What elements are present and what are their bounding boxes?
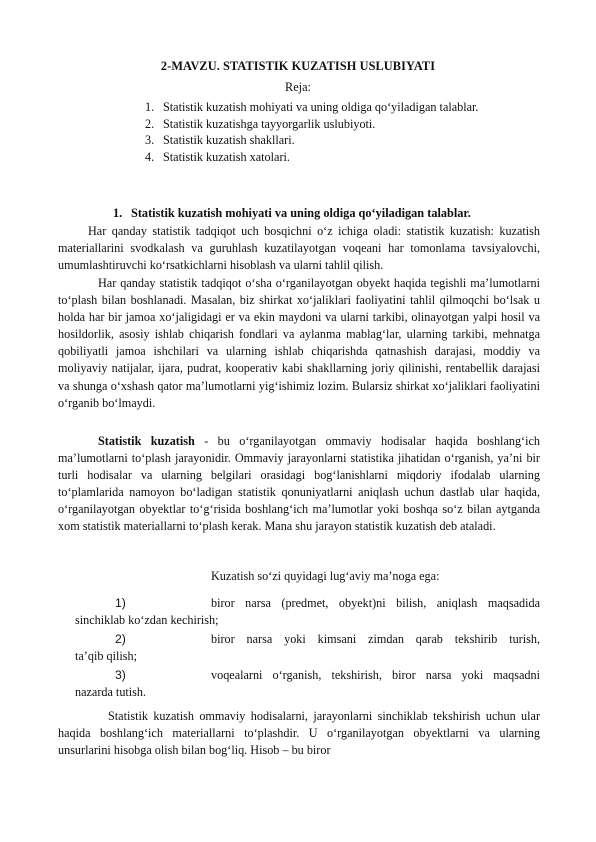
plan-item-number: 2. (145, 116, 155, 131)
plan-item-text: Statistik kuzatish xatolari. (163, 149, 290, 164)
plan-item (145, 149, 478, 166)
plan-item-number: 3. (145, 133, 155, 147)
section-title: Statistik kuzatish mohiyati va uning oldiga qo‘yiladigan talablar. (131, 206, 471, 220)
section-heading (113, 206, 471, 221)
paragraph-1: Har qanday statistik tadqiqot uch bosqichni o‘z ichiga oladi: statistik kuzatish: kuzatish materiallarini svodkalash va guruhlash kuzatilayotgan voqeani har tomonlama tavsiyalovchi, umumlashtiruvchi ko‘rsatkichlarni hisoblash va ularni tahlil qilish. (58, 224, 540, 273)
meaning-line-2: ta’qib qilish; (75, 649, 137, 664)
plan-item (145, 99, 478, 116)
paragraph-3-text: - bu o‘rganilayotgan ommaviy hodisalar haqida boshlang‘ich ma’lumotlarni to‘plash jarayonidir. Ommaviy jarayonlarni statistika jihatidan o‘rganish, ya’ni bir turli hodisalar va ularning belgilari orasidagi bog‘lanishlarni miqdoriy ifodalab ularning to‘plamlarida namoyon bo‘ladigan statistik qonuniyatlarni aniqlash uchun dastlab ular haqida, o‘rganilayotgan obyektlar to‘g‘risida boshlang‘ich ma’lumotlar yoki boshqa so‘z bilan aytganda xom statistik materiallarni to‘plash kerak. Mana shu jarayon statistik kuzatish deb ataladi. (58, 434, 540, 534)
meaning-number: 2) (115, 632, 126, 646)
meaning-number: 3) (115, 668, 126, 682)
meaning-item (75, 595, 540, 629)
paragraph-4: Statistik kuzatish ommaviy hodisalarni, jarayonlarni sinchiklab tekshirish uchun ular haqida boshlang‘ich materiallarni to‘plashdir. U o‘rganilayotgan obyektlarni va ularning unsurlarini hisobga olish bilan bog‘liq. Hisob – bu biror (58, 709, 540, 758)
page-title: 2-MAVZU. STATISTIK KUZATISH USLUBIYATI (160, 59, 436, 73)
plan-label: Reja: (285, 80, 311, 94)
plan-item (145, 132, 478, 149)
plan-item-number: 1. (145, 100, 155, 114)
meaning-line-1: biror narsa (predmet, obyekt)ni bilish, aniqlash maqsadida (211, 596, 540, 610)
section-number: 1. (113, 206, 123, 220)
meaning-line-1: biror narsa yoki kimsani zimdan qarab tekshirib turish, (211, 632, 540, 646)
term-bold: Statistik kuzatish (98, 434, 195, 448)
meaning-item (75, 667, 540, 701)
meaning-line-2: nazarda tutish. (75, 685, 147, 700)
meaning-number: 1) (115, 596, 126, 610)
paragraph-3 (58, 433, 540, 536)
plan-item (145, 116, 478, 133)
meaning-intro: Kuzatish so‘zi quyidagi lug‘aviy ma’noga ega: (211, 569, 440, 583)
meaning-line-1: voqealarni o‘rganish, tekshirish, biror narsa yoki maqsadni (211, 668, 540, 682)
plan-item-text: Statistik kuzatishga tayyorgarlik uslubiyoti. (163, 116, 376, 131)
plan-item-text: Statistik kuzatish shakllari. (163, 133, 295, 147)
meaning-line-2: sinchiklab ko‘zdan kechirish; (75, 613, 219, 628)
paragraph-2: Har qanday statistik tadqiqot o‘sha o‘rganilayotgan obyekt haqida tegishli ma’lumotlarni to‘plash bilan boshlanadi. Masalan, biz shirkat xo‘jaliklari faoliyatini tahlil qilmoqchi bo‘lsak u holda har bir jamoa xo‘jaligidagi er va ekin maydoni va ularni tarkibi, olinayotgan yalpi hosil va hosildorlik, asosiy ishlab chiqarish fondlari va aylanma mablag‘lar, ularning tarkibi, mehnatga qobiliyatli jamoa ishchilari va ularning ishlab chiqarishda qatnashish darajasi, moddiy va moliyaviy natijalar, ijara, pudrat, kooperativ kabi shakllarning joriy qilinishi, rentabellik darajasi va shunga o‘xshash qator ma’lumotlarni yig‘ishimiz lozim. Bularsiz shirkat xo‘jaliklari faoliyatini o‘rganib bo‘lmaydi. (58, 276, 540, 410)
plan-item-number: 4. (145, 149, 155, 164)
plan-item-text: Statistik kuzatish mohiyati va uning oldiga qo‘yiladigan talablar. (163, 100, 479, 114)
plan-list (145, 99, 478, 165)
meaning-item (75, 631, 540, 665)
